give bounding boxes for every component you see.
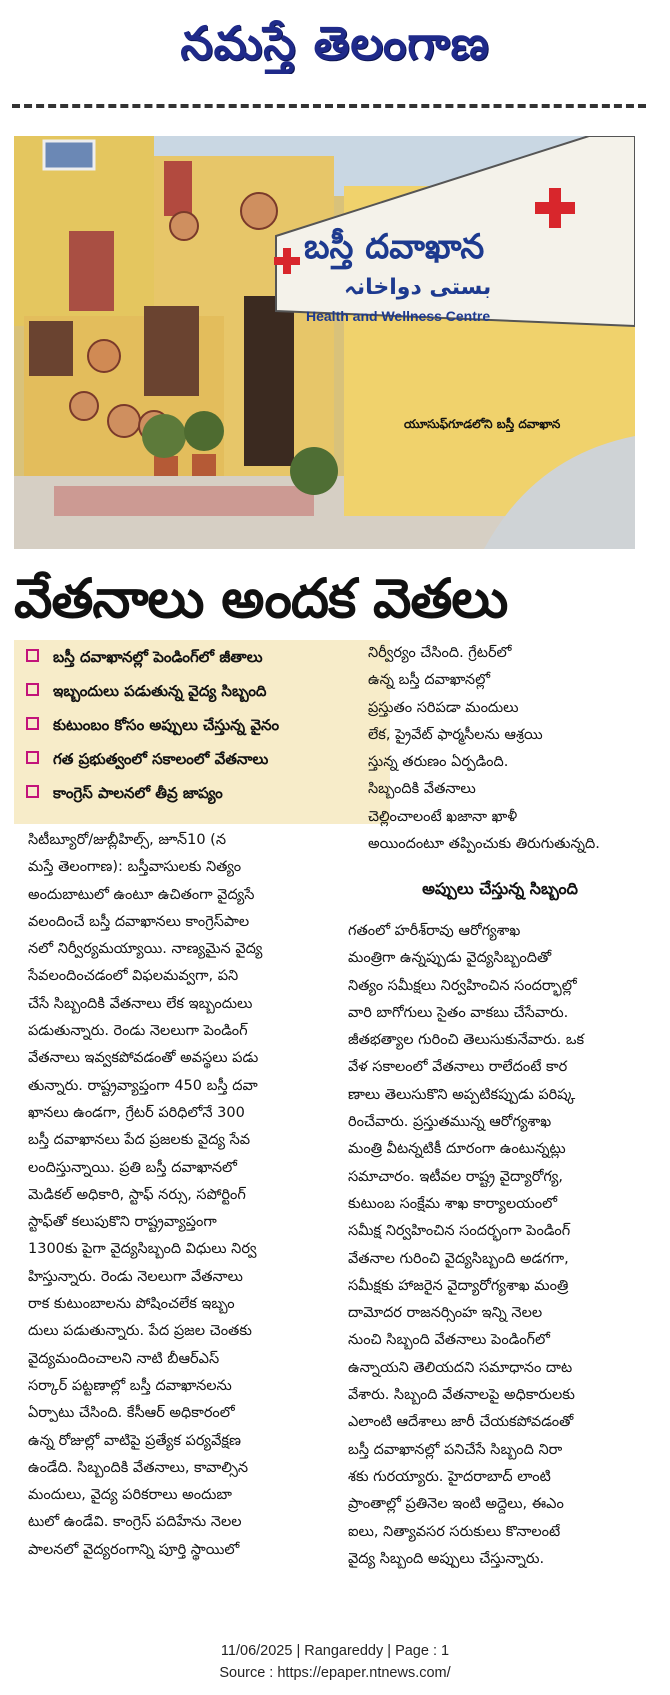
body-line: అయిందంటూ తప్పించుకు తిరుగుతున్నది. (368, 836, 600, 853)
body-line: మంత్రిగా ఉన్నప్పుడు వైద్యసిబ్బందితో (348, 950, 552, 967)
sign-urdu-text: بستی دواخانہ (344, 275, 492, 300)
body-line: ఖానలు ఉండగా, గ్రేటర్ పరిధిలోనే 300 (28, 1104, 245, 1121)
body-line: ఉన్నాయని తెలియదని సమాధానం దాట (348, 1359, 573, 1376)
body-line: గతంలో హరీశ్‌రావు ఆరోగ్యశాఖ (348, 923, 521, 939)
article-body-left-column (28, 827, 306, 1564)
body-line: వలందించే బస్తీ దవాఖానలు కాంగ్రెస్‌పాల (28, 913, 250, 930)
page-footer (0, 1640, 670, 1684)
highlight-item: కుటుంబం కోసం అప్పులు చేస్తున్న వైనం (26, 708, 390, 742)
body-line: నిర్వీర్యం చేసింది. గ్రేటర్‌లో (368, 645, 512, 661)
body-line: లేక, ప్రైవేట్ ఫార్మసీలను ఆశ్రయి (368, 726, 543, 743)
body-line: అందుబాటులో ఉంటూ ఉచితంగా వైద్యసే (28, 886, 255, 903)
body-line: సమీక్షకు హాజరైన వైద్యారోగ్యశాఖ మంత్రి (348, 1277, 569, 1294)
body-line: ప్రాంతాల్లో ప్రతినెల ఇంటి అద్దెలు, ఈఎం (348, 1496, 564, 1513)
sign-telugu-text: బస్తీ దవాఖాన (304, 227, 485, 267)
article-headline: వేతనాలు అందక వెతలు (14, 567, 508, 630)
sign-english-text: Health and Wellness Centre (306, 308, 491, 324)
body-line: ఎలాంటి ఆదేశాలు జారీ చేయకపోవడంతో (348, 1414, 574, 1431)
body-line: దులు పడుతున్నారు. పేద ప్రజల చెంతకు (28, 1323, 252, 1340)
article-body-right-top (368, 640, 633, 858)
body-line: తున్నారు. రాష్ట్రవ్యాప్తంగా 450 బస్తీ దవా (28, 1077, 258, 1094)
footer-dateline: 11/06/2025 | Rangareddy | Page : 1 (220, 1643, 450, 1659)
body-line: వేతనాల గురించి వైద్యసిబ్బంది అడగగా, (348, 1250, 569, 1267)
highlights-box (14, 640, 390, 824)
body-line: రించేవారు. ప్రస్తుతమున్న ఆరోగ్యశాఖ (348, 1114, 552, 1131)
body-line: లందిస్తున్నాయి. ప్రతి బస్తీ దవాఖానలో (28, 1159, 237, 1176)
footer-source: Source : https://epaper.ntnews.com/ (219, 1665, 451, 1681)
body-line: నలో నిర్వీర్యమయ్యాయి. నాణ్యమైన వైద్య (28, 941, 263, 958)
body-line: సర్కార్ పట్టణాల్లో బస్తీ దవాఖానలను (28, 1377, 232, 1394)
body-line: వేతనాలు ఇవ్వకపోవడంతో అవస్థలు పడు (28, 1050, 259, 1067)
body-line: మందులు, వైద్య పరికరాలు అందుబా (28, 1487, 232, 1504)
body-line: కుటుంబ సంక్షేమ శాఖ కార్యాలయంలో (348, 1195, 558, 1212)
body-line: ణాలు తెలుసుకొని అప్పటికప్పుడు పరిష్క (348, 1086, 576, 1103)
newspaper-logo: నమస్తే తెలంగాణ (180, 16, 490, 70)
masthead-divider (12, 104, 646, 108)
body-line: శకు గురయ్యారు. హైదరాబాద్ లాంటి (348, 1468, 551, 1485)
article-photo (14, 136, 635, 549)
body-line: స్టాఫ్‌తో కలుపుకొని రాష్ట్రవ్యాప్తంగా (28, 1214, 217, 1231)
body-line: దామోదర రాజనర్సింహ ఇన్ని నెలల (348, 1305, 543, 1322)
body-line: ఉన్న బస్తీ దవాఖానల్లో (368, 672, 491, 689)
square-bullet-icon (26, 683, 39, 696)
highlight-item: ఇబ్బందులు పడుతున్న వైద్య సిబ్బంది (26, 674, 390, 708)
highlight-item: బస్తీ దవాఖానల్లో పెండింగ్‌లో జీతాలు (26, 640, 390, 674)
highlight-item: కాంగ్రెస్ పాలనలో తీవ్ర జాప్యం (26, 776, 390, 810)
body-line: బస్తీ దవాఖానలు పేద ప్రజలకు వైద్య సేవ (28, 1132, 251, 1149)
masthead (0, 0, 670, 100)
body-line: స్తున్న తరుణం ఏర్పడింది. (368, 754, 509, 771)
clinic-photo-illustration (14, 136, 635, 549)
body-line: సేవలందించడంలో విఫలమవ్వగా, పని (28, 968, 239, 985)
body-line: మస్తే తెలంగాణ): బస్తీవాసులకు నిత్యం (28, 859, 242, 876)
body-line: సమాచారం. ఇటీవల రాష్ట్ర వైద్యారోగ్య, (348, 1168, 563, 1185)
square-bullet-icon (26, 717, 39, 730)
body-line: మెడికల్ అధికారి, స్టాఫ్ నర్సు, సపోర్టింగ్ (28, 1186, 246, 1203)
body-line: ఐలు, నిత్యావసర సరుకులు కొనాలంటే (348, 1523, 561, 1540)
body-line: మంత్రి వీటన్నటికీ దూరంగా ఉంటున్నట్లు (348, 1141, 566, 1158)
body-line: సమీక్ష నిర్వహించిన సందర్భంగా పెండింగ్ (348, 1223, 571, 1240)
body-line: ఉన్న రోజుల్లో వాటిపై ప్రత్యేక పర్యవేక్షణ (28, 1432, 241, 1449)
body-line: వైద్యమందించాలని నాటి బీఆర్ఎస్ (28, 1350, 220, 1367)
highlight-item: గత ప్రభుత్వంలో సకాలంలో వేతనాలు (26, 742, 390, 776)
article-subheading: అప్పులు చేస్తున్న సిబ్బంది (422, 879, 578, 898)
body-line: నిత్యం సమీక్షలు నిర్వహించిన సందర్భాల్లో (348, 977, 577, 994)
body-line: సిబ్బందికి వేతనాలు (368, 781, 476, 798)
body-line: వేశారు. సిబ్బంది వేతనాలపై అధికారులకు (348, 1387, 575, 1404)
body-line: పాలనలో వైద్యరంగాన్ని పూర్తి స్థాయిలో (28, 1541, 240, 1558)
body-line: ఏర్పాటు చేసింది. కేసీఆర్ అధికారంలో (28, 1405, 235, 1422)
body-line: రాక కుటుంబాలను పోషించలేక ఇబ్బం (28, 1296, 235, 1313)
article-body-right-column (348, 918, 635, 1573)
body-line: పడుతున్నారు. రెండు నెలలుగా పెండింగ్ (28, 1023, 248, 1040)
body-line: వేళ సకాలంలో వేతనాలు రాలేదంటే కార (348, 1059, 568, 1076)
body-line: ప్రస్తుతం సరిపడా మందులు (368, 699, 519, 716)
body-line: వారి బాగోగులు సైతం వాకబు చేసేవారు. (348, 1004, 569, 1021)
square-bullet-icon (26, 751, 39, 764)
photo-caption: యూసుఫ్‌గూడలోని బస్తీ దవాఖాన (404, 417, 561, 431)
body-line: హిస్తున్నారు. రెండు నెలలుగా వేతనాలు (28, 1268, 243, 1285)
body-line: చెల్లించాలంటే ఖజానా ఖాళీ (368, 808, 518, 825)
body-line: చేసే సిబ్బందికి వేతనాలు లేక ఇబ్బందులు (28, 995, 253, 1012)
body-line: జీతభత్యాల గురించి తెలుసుకునేవారు. ఒక (348, 1032, 585, 1049)
body-line: వైద్య సిబ్బంది అప్పులు చేస్తున్నారు. (348, 1550, 545, 1567)
body-line: సిటీబ్యూరో/జుబ్లీహిల్స్, జూన్10 (న (28, 832, 226, 848)
body-line: టులో ఉండేవి. కాంగ్రెస్ పదిహేను నెలల (28, 1514, 242, 1531)
body-line: ఉండేది. సిబ్బందికి వేతనాలు, కావాల్సిన (28, 1459, 249, 1476)
square-bullet-icon (26, 649, 39, 662)
body-line: నుంచి సిబ్బంది వేతనాలు పెండింగ్‌లో (348, 1332, 550, 1349)
body-line: 1300కు పైగా వైద్యసిబ్బంది విధులు నిర్వ (28, 1241, 257, 1258)
square-bullet-icon (26, 785, 39, 798)
body-line: బస్తీ దవాఖానల్లో పనిచేసే సిబ్బంది నిరా (348, 1441, 563, 1458)
